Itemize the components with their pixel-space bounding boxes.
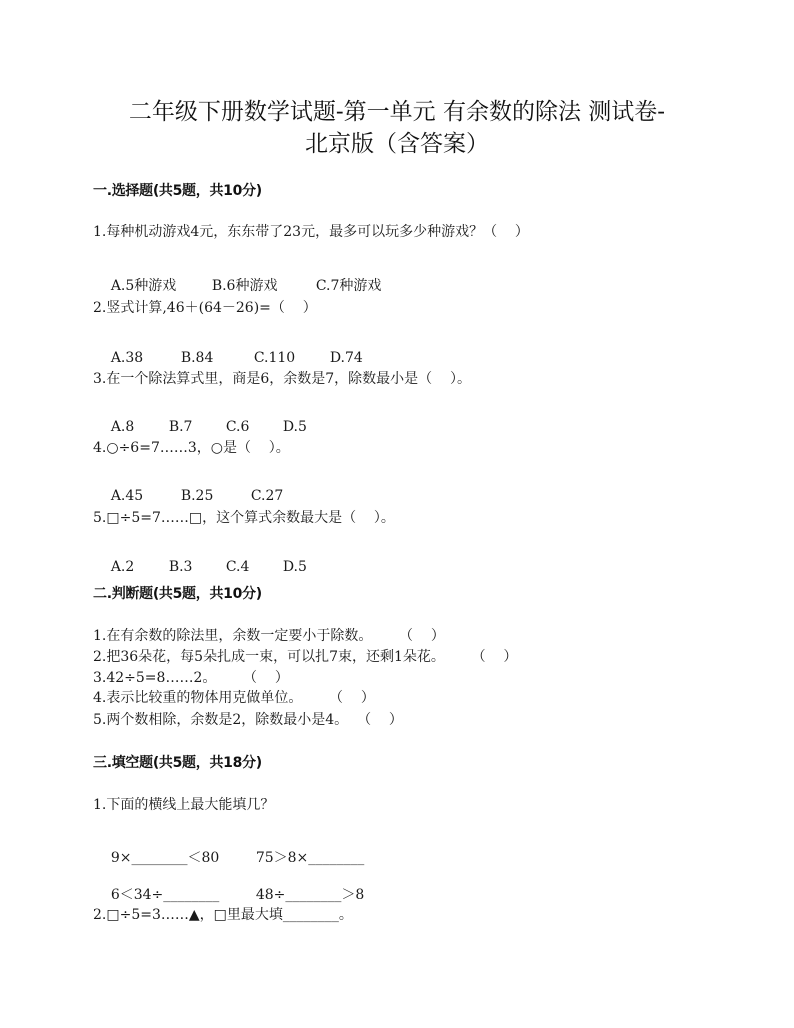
fill-question-1: 1.下面的横线上最大能填几？: [93, 797, 275, 813]
option-b: B.3: [168, 559, 193, 575]
option-a: A.5种游戏: [110, 278, 177, 294]
option-b: B.25: [180, 488, 214, 504]
document-title-line-2: 北京版（含答案）: [305, 131, 489, 157]
option-b: B.6种游戏: [211, 278, 278, 294]
judgment-item-5: 5.两个数相除，余数是2，除数最小是4。 （ ）: [93, 712, 403, 728]
judgment-item-2: 2.把36朵花，每5朵扎成一束，可以扎7束，还剩1朵花。 （ ）: [93, 649, 518, 665]
option-c: C.6: [225, 419, 250, 435]
option-a: A.8: [110, 419, 135, 435]
question-1: 1.每种机动游戏4元，东东带了23元，最多可以玩多少种游戏？（ ）: [93, 224, 529, 240]
judgment-item-4: 4.表示比较重的物体用克做单位。 （ ）: [93, 690, 375, 706]
fill-blank-expression: 6＜34÷________: [110, 887, 220, 903]
section-heading-true-false: 二.判断题(共5题，共10分): [93, 586, 262, 602]
option-d: D.74: [329, 350, 363, 366]
section-heading-fill-blank: 三.填空题(共5题，共18分): [93, 755, 262, 771]
option-c: C.7种游戏: [315, 278, 382, 294]
question-4: 4.○÷6=7……3，○是（ ）。: [93, 440, 290, 456]
judgment-item-1: 1.在有余数的除法里，余数一定要小于除数。 （ ）: [93, 628, 445, 644]
question-2: 2.竖式计算,46＋(64－26)=（ ）: [93, 300, 317, 316]
option-a: A.38: [110, 350, 144, 366]
option-a: A.45: [110, 488, 144, 504]
question-5: 5.□÷5=7……□，这个算式余数最大是（ ）。: [93, 510, 395, 526]
section-heading-multiple-choice: 一.选择题(共5题，共10分): [93, 183, 262, 199]
option-d: D.5: [282, 559, 307, 575]
fill-blank-expression: 9×________＜80: [110, 850, 220, 866]
option-c: C.110: [253, 350, 296, 366]
fill-blank-expression: 48÷________＞8: [255, 887, 365, 903]
option-b: B.7: [168, 419, 193, 435]
option-b: B.84: [180, 350, 214, 366]
fill-blank-expression: 75＞8×________: [255, 850, 365, 866]
option-c: C.4: [225, 559, 250, 575]
document-title-line-1: 二年级下册数学试题-第一单元 有余数的除法 测试卷-: [128, 99, 666, 125]
option-a: A.2: [110, 559, 135, 575]
option-d: D.5: [282, 419, 307, 435]
question-3: 3.在一个除法算式里，商是6，余数是7，除数最小是（ ）。: [93, 371, 471, 387]
judgment-item-3: 3.42÷5=8……2。 （ ）: [93, 670, 289, 686]
option-c: C.27: [250, 488, 284, 504]
fill-question-2: 2.□÷5=3……▲，□里最大填________。: [93, 907, 353, 923]
